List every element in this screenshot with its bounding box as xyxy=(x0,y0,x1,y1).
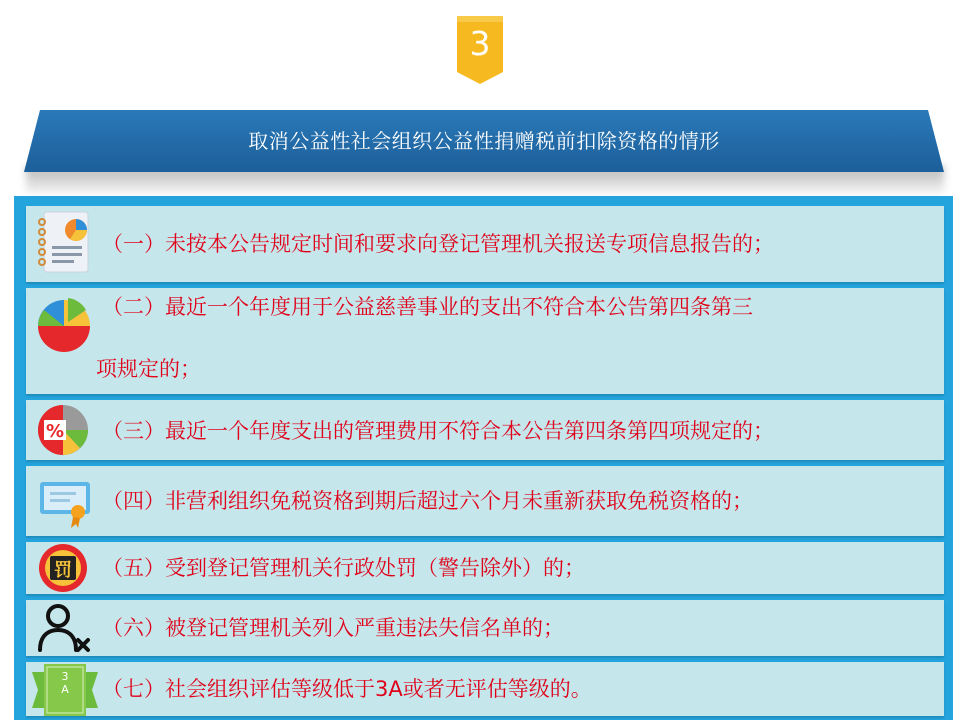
list-item xyxy=(26,206,944,282)
item-text: （四）非营利组织免税资格到期后超过六个月未重新获取免税资格的； xyxy=(102,489,753,513)
rating-level-letter: A xyxy=(61,683,69,696)
item-text: （三）最近一个年度支出的管理费用不符合本公告第四条第四项规定的； xyxy=(102,419,774,443)
report-chart-icon xyxy=(34,210,90,274)
badge-number: 3 xyxy=(469,24,491,63)
pie-chart-icon xyxy=(34,296,94,356)
item-text: （五）受到登记管理机关行政处罚（警告除外）的； xyxy=(102,556,585,580)
list-item xyxy=(26,466,944,536)
penalty-icon xyxy=(38,543,88,593)
certificate-icon xyxy=(38,476,92,530)
page-title: 取消公益性社会组织公益性捐赠税前扣除资格的情形 xyxy=(248,129,720,153)
item-text: （七）社会组织评估等级低于3A或者无评估等级的。 xyxy=(102,677,592,701)
percent-pie-icon xyxy=(36,402,90,458)
item-text: （二）最近一个年度用于公益慈善事业的支出不符合本公告第四条第三 xyxy=(102,295,753,319)
svg-text:罚: 罚 xyxy=(54,560,72,581)
rating-level-number: 3 xyxy=(61,670,69,683)
list-item xyxy=(26,542,944,594)
rating-3a-icon xyxy=(32,664,98,716)
list-item xyxy=(26,400,944,460)
item-text: （一）未按本公告规定时间和要求向登记管理机关报送专项信息报告的； xyxy=(102,232,774,256)
item-text-continued: 项规定的； xyxy=(96,357,201,381)
list-item xyxy=(26,288,944,394)
header-banner xyxy=(24,110,944,172)
svg-text:%: % xyxy=(45,421,65,442)
section-number-badge xyxy=(457,16,503,84)
item-text: （六）被登记管理机关列入严重违法失信名单的； xyxy=(102,616,564,640)
user-remove-icon xyxy=(36,602,92,654)
list-item xyxy=(26,600,944,656)
list-item xyxy=(26,662,944,716)
